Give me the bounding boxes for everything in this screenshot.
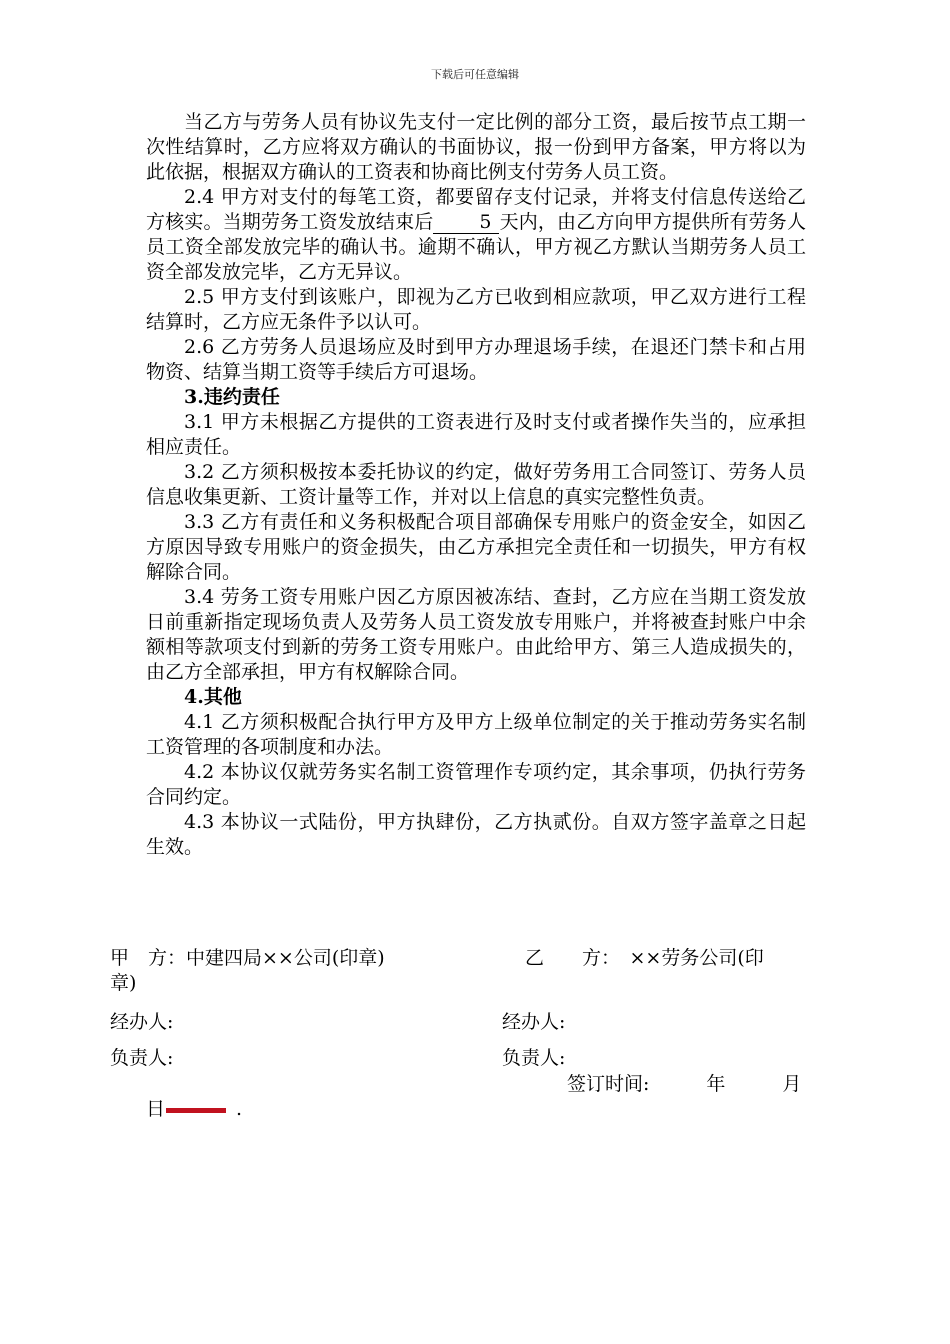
paragraph xyxy=(146,185,806,285)
paragraph: 3.1 甲方未根据乙方提供的工资表进行及时支付或者操作失当的，应承担相应责任。 xyxy=(146,411,806,458)
paragraph: 4.1 乙方须积极配合执行甲方及甲方上级单位制定的关于推动劳务实名制工资管理的各项制度和办法。 xyxy=(146,711,806,758)
agreement-body xyxy=(146,110,806,860)
party-a-line: 甲 方：中建四局××公司(印章) xyxy=(110,947,385,969)
section-heading: 4.其他 xyxy=(184,686,242,708)
section-heading: 3.违约责任 xyxy=(184,386,280,408)
sign-time-label: 签订时间: 年 月 xyxy=(567,1073,802,1095)
leader-b-label: 负责人: xyxy=(502,1047,566,1069)
paragraph: 3.2 乙方须积极按本委托协议的约定，做好劳务用工合同签订、劳务人员信息收集更新、工资计量等工作，并对以上信息的真实完整性负责。 xyxy=(146,461,806,508)
paragraph: 当乙方与劳务人员有协议先支付一定比例的部分工资，最后按节点工期一次性结算时，乙方应将双方确认的书面协议，报一份到甲方备案，甲方将以为此依据，根据双方确认的工资表和协商比例支付劳务人员工资。 xyxy=(146,111,806,183)
paragraph: 4.2 本协议仅就劳务实名制工资管理作专项约定，其余事项，仍执行劳务合同约定。 xyxy=(146,761,806,808)
day-label: 日 xyxy=(146,1098,166,1120)
paragraph: 4.3 本协议一式陆份，甲方执肆份，乙方执贰份。自双方签字盖章之日起生效。 xyxy=(146,811,806,858)
party-b-line: 乙 方： ××劳务公司(印 xyxy=(525,947,764,969)
page-header: 下载后可任意编辑 xyxy=(431,68,519,81)
paragraph: 3.3 乙方有责任和义务积极配合项目部确保专用账户的资金安全，如因乙方原因导致专用账户的资金损失，由乙方承担完全责任和一切损失，甲方有权解除合同。 xyxy=(146,511,806,583)
day-end-period: . xyxy=(236,1098,243,1120)
handler-a-label: 经办人: xyxy=(110,1011,174,1033)
party-b-line-cont: 章) xyxy=(110,972,137,994)
paragraph-text: 2.4 甲方对支付的每笔工资，都要留存支付记录，并将支付信息传送给乙方核实。当期劳务工资发放结束后 xyxy=(146,186,806,233)
paragraph: 3.4 劳务工资专用账户因乙方原因被冻结、查封，乙方应在当期工资发放日前重新指定现场负责人及劳务人员工资发放专用账户，并将被查封账户中余额相等款项支付到新的劳务工资专用账户。由此给甲方、第三人造成损失的，由乙方全部承担，甲方有权解除合同。 xyxy=(146,586,806,683)
paragraph: 2.6 乙方劳务人员退场应及时到甲方办理退场手续，在退还门禁卡和占用物资、结算当期工资等手续后方可退场。 xyxy=(146,336,806,383)
leader-a-label: 负责人: xyxy=(110,1047,174,1069)
handler-b-label: 经办人: xyxy=(502,1011,566,1033)
red-redaction-mark xyxy=(166,1108,226,1113)
days-blank: 5 xyxy=(433,211,499,234)
paragraph: 2.5 甲方支付到该账户，即视为乙方已收到相应款项，甲乙双方进行工程结算时，乙方应无条件予以认可。 xyxy=(146,286,806,333)
paragraph-text: 天内，由乙方向甲方提供所有劳务人员工资全部发放完毕的确认书。逾期不确认，甲方视乙方默认当期劳务人员工资全部发放完毕，乙方无异议。 xyxy=(146,211,806,283)
